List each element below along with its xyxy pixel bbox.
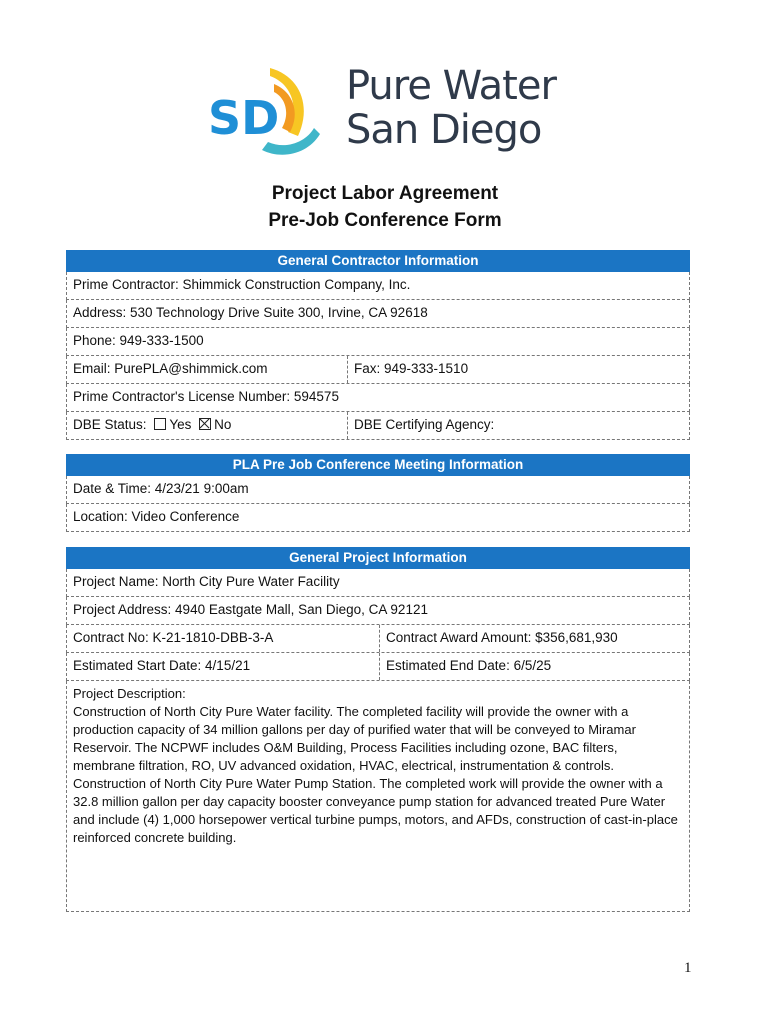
end-date-field[interactable]: Estimated End Date: 6/5/25 (386, 658, 552, 673)
logo-line-2: San Diego (346, 107, 542, 153)
prime-contractor-row (66, 272, 690, 300)
description-row (66, 681, 690, 912)
description-paragraph-2: Construction of North City Pure Water Pump Station. The completed work will provide the owner with a 32.8 million gallon per day capacity booster conveyance pump station for advanced treated Pure Water and include (4) 1,000 horsepower vertical turbine pumps, motors, and AFDs, construction of cast-in-place reinforced concrete building. (73, 776, 678, 845)
project-name-field[interactable]: Project Name: North City Pure Water Facility (73, 574, 340, 589)
project-address-row (66, 597, 690, 625)
contractor-email-field[interactable]: Email: PurePLA@shimmick.com (67, 356, 348, 383)
pure-water-logo (208, 62, 568, 158)
contractor-fax-field[interactable]: Fax: 949-333-1510 (354, 361, 469, 376)
page-number: 1 (684, 960, 692, 976)
sd-logo-mark-icon (208, 62, 340, 158)
contract-award-field[interactable]: Contract Award Amount: $356,681,930 (386, 630, 618, 645)
meeting-location-field[interactable]: Location: Video Conference (73, 509, 240, 524)
logo-wordmark (346, 64, 556, 152)
dbe-no-label: No (214, 417, 232, 432)
meeting-section-header: PLA Pre Job Conference Meeting Information (66, 454, 690, 476)
project-description-field[interactable] (67, 681, 689, 911)
dbe-yes-checkbox[interactable] (154, 418, 166, 430)
dbe-no-checkbox[interactable] (199, 418, 211, 430)
form-title-line-2: Pre-Job Conference Form (268, 210, 502, 231)
email-fax-row (66, 356, 690, 384)
dbe-row (66, 412, 690, 440)
dbe-status-field (67, 412, 348, 439)
project-address-field[interactable]: Project Address: 4940 Eastgate Mall, San Diego, CA 92121 (73, 602, 428, 617)
description-paragraph-1: Construction of North City Pure Water facility. The completed facility will provide the owner with a production capacity of 34 million gallons per day of purified water that will be conveyed to Miramar Reservoir. The NCPWF includes O&M Building, Process Facilities including ozone, BAC filters, membrane filtration, RO, UV advanced oxidation, HVAC, electrical, instrumentation & controls. (73, 704, 636, 773)
meeting-section (66, 454, 690, 532)
meeting-datetime-field[interactable]: Date & Time: 4/23/21 9:00am (73, 481, 249, 496)
project-name-row (66, 569, 690, 597)
contract-number-field[interactable]: Contract No: K-21-1810-DBB-3-A (67, 625, 380, 652)
dbe-yes-label: Yes (169, 417, 192, 432)
project-section (66, 547, 690, 912)
start-date-field[interactable]: Estimated Start Date: 4/15/21 (67, 653, 380, 680)
prime-contractor-field[interactable]: Prime Contractor: Shimmick Construction Company, Inc. (73, 277, 411, 292)
location-row (66, 504, 690, 532)
form-title-line-1: Project Labor Agreement (271, 183, 499, 204)
contract-row (66, 625, 690, 653)
description-label: Project Description: (73, 686, 186, 701)
dbe-status-label: DBE Status: (73, 417, 147, 432)
logo-mark-text: SD (208, 91, 280, 145)
project-section-header: General Project Information (66, 547, 690, 569)
logo-line-1: Pure Water (346, 63, 556, 109)
license-number-field[interactable]: Prime Contractor's License Number: 594575 (73, 389, 339, 404)
contractor-phone-field[interactable]: Phone: 949-333-1500 (73, 333, 204, 348)
contractor-section-header: General Contractor Information (66, 250, 690, 272)
dates-row (66, 653, 690, 681)
contractor-address-field[interactable]: Address: 530 Technology Drive Suite 300, Irvine, CA 92618 (73, 305, 428, 320)
datetime-row (66, 476, 690, 504)
contractor-section (66, 250, 690, 440)
license-row (66, 384, 690, 412)
phone-row (66, 328, 690, 356)
address-row (66, 300, 690, 328)
form-title (0, 180, 770, 234)
dbe-agency-field[interactable]: DBE Certifying Agency: (354, 417, 495, 432)
